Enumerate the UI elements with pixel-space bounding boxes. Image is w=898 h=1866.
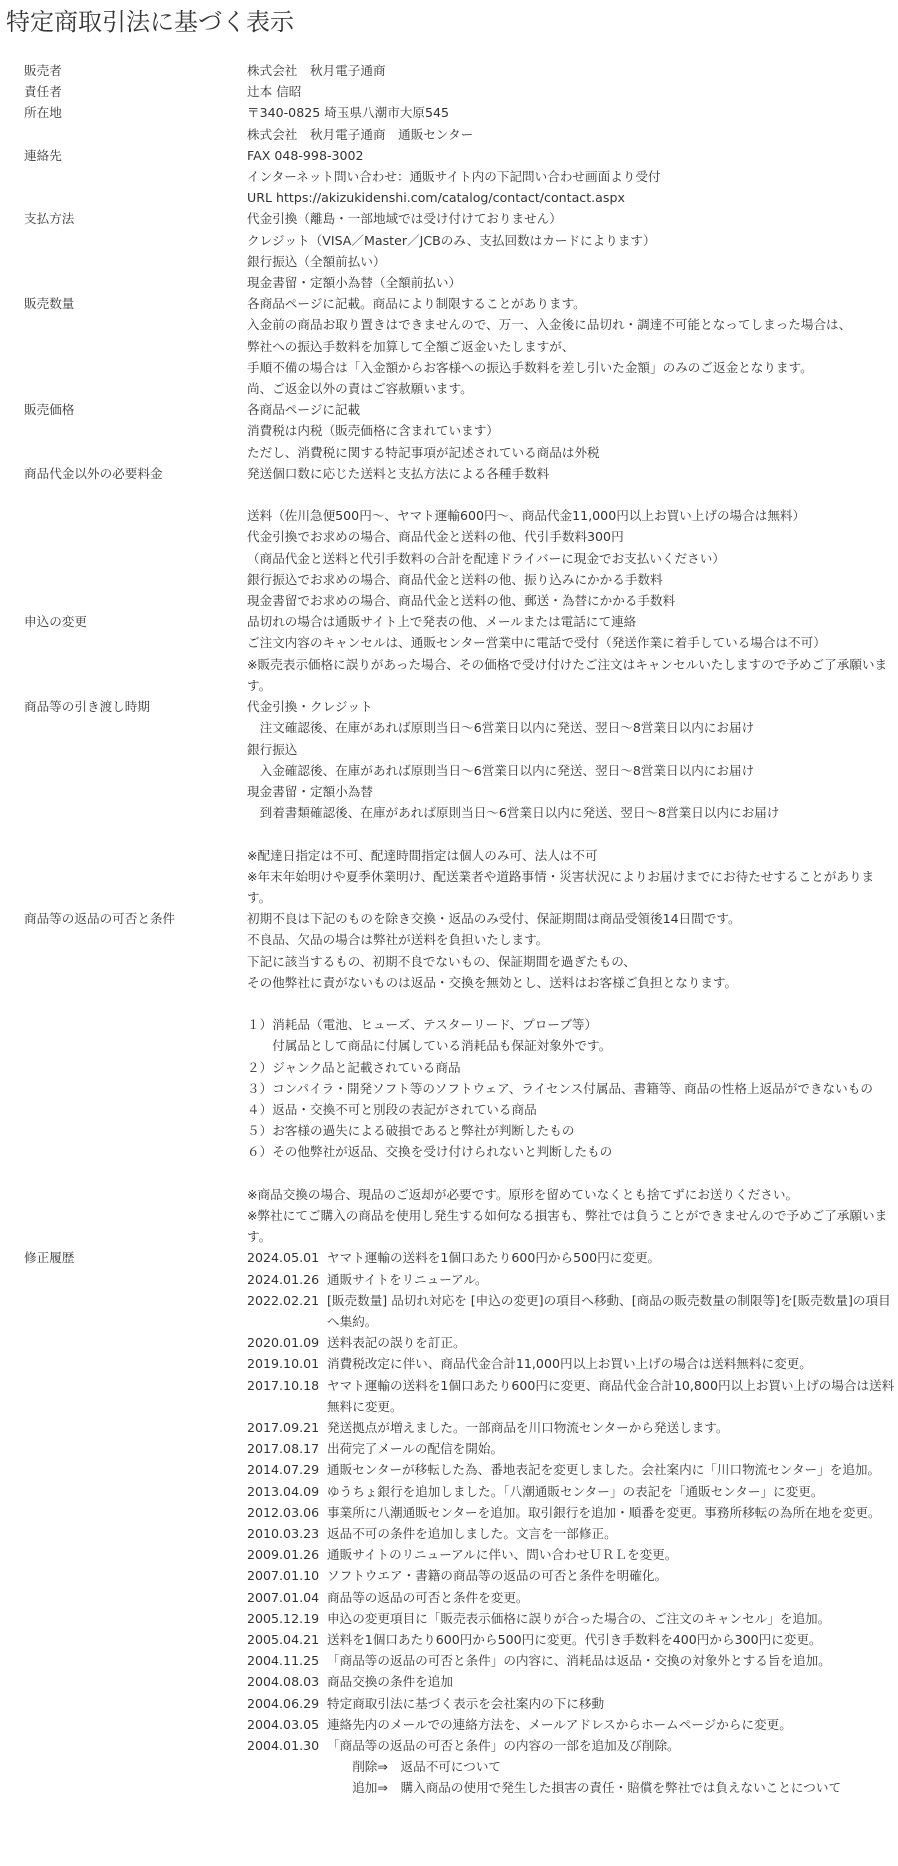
history-text: 連絡先内のメールでの連絡方法を、メールアドレスからホームページからに変更。 <box>327 1716 792 1732</box>
history-text: 通販センターが移転した為、番地表記を変更しました。会社案内に「川口物流センター」を追加。 <box>327 1462 881 1478</box>
history-text: 削除⇒ 返品不可について <box>327 1759 502 1775</box>
history-date: 2004.01.30 <box>247 1738 320 1754</box>
row-label: 申込の変更 <box>24 614 87 630</box>
history-date: 2017.09.21 <box>247 1420 320 1435</box>
row-content <box>247 696 898 908</box>
history-date: 2005.04.21 <box>247 1632 320 1648</box>
content-line: 到着書類確認後、在庫があれば原則当日～6営業日以内に発送、翌日～8営業日以内にお届け <box>247 805 780 821</box>
content-line: 株式会社 秋月電子通商 <box>247 63 386 78</box>
row-content <box>247 463 898 611</box>
row-label: 販売者 <box>24 63 62 78</box>
content-line: 不良品、欠品の場合は弊社が送料を負担いたします。 <box>247 932 549 948</box>
history-text: 「商品等の返品の可否と条件」の内容の一部を追加及び削除。 <box>327 1738 680 1754</box>
content-line: ※販売表示価格に誤りがあった場合、その価格で受け付けたご注文はキャンセルいたしますので予めご了承願います。 <box>247 656 888 693</box>
content-line: ※商品交換の場合、現品のご返却が必要です。原形を留めていなくとも捨てずにお送りください。 <box>247 1186 799 1202</box>
content-line: 現金書留・定額小為替（全額前払い） <box>247 275 462 291</box>
content-line: 送料（佐川急便500円～、ヤマト運輸600円～、商品代金11,000円以上お買い上げの場合は無料） <box>247 508 806 524</box>
content-line: 手順不備の場合は「入金額からお客様への振込手数料を差し引いた金額」のみのご返金となります。 <box>247 359 813 375</box>
row-label: 販売価格 <box>24 402 75 418</box>
content-line: 現金書留・定額小為替 <box>247 783 373 799</box>
content-line: 〒340-0825 埼玉県八潮市大原545 <box>247 105 450 121</box>
history-text: 事業所に八潮通販センターを追加。取引銀行を追加・順番を変更。事務所移転の為所在地を変更。 <box>327 1504 881 1520</box>
history-text: 商品等の返品の可否と条件を変更。 <box>327 1589 529 1605</box>
history-text: [販売数量] 品切れ対応を [申込の変更]の項目へ移動、[商品の販売数量の制限等]を[販売数量]の項目へ集約。 <box>327 1292 891 1329</box>
content-line: 銀行振込でお求めの場合、商品代金と送料の他、振り込みにかかる手数料 <box>247 571 663 587</box>
content-line: 株式会社 秋月電子通商 通販センター <box>247 126 474 142</box>
content-line: 辻本 信昭 <box>247 84 302 100</box>
history-text: ソフトウエア・書籍の商品等の返品の可否と条件を明確化。 <box>327 1568 668 1584</box>
legal-notice-table <box>0 60 898 1799</box>
history-date: 2012.03.06 <box>247 1504 320 1520</box>
content-line: 代金引換でお求めの場合、商品代金と送料の他、代引手数料300円 <box>247 529 624 545</box>
content-line: 注文確認後、在庫があれば原則当日～6営業日以内に発送、翌日～8営業日以内にお届け <box>247 720 755 736</box>
history-text: 送料を1個口あたり600円から500円に変更。代引き手数料を400円から300円に変更。 <box>327 1632 822 1648</box>
history-text: 送料表記の誤りを訂正。 <box>327 1335 466 1351</box>
row-label: 商品等の引き渡し時期 <box>24 699 150 715</box>
info-row <box>0 208 898 293</box>
row-label: 責任者 <box>24 84 62 100</box>
history-date: 2007.01.04 <box>247 1589 320 1605</box>
row-content <box>247 293 898 399</box>
info-row <box>0 399 898 463</box>
info-row <box>0 463 898 611</box>
info-row <box>0 908 898 1247</box>
history-date: 2013.04.09 <box>247 1483 320 1499</box>
content-line: 入金前の商品お取り置きはできませんので、万一、入金後に品切れ・調達不可能となってしまった場合は、 <box>247 317 852 333</box>
info-row <box>0 293 898 399</box>
history-text: 追加⇒ 購入商品の使用で発生した損害の責任・賠償を弊社では負えないことについて <box>327 1780 842 1796</box>
row-content <box>247 399 898 463</box>
history-date: 2019.10.01 <box>247 1356 320 1372</box>
history-text: 通販サイトのリニューアルに伴い、問い合わせＵＲＬを変更。 <box>327 1547 678 1563</box>
content-line: ※弊社にてご購入の商品を使用し発生する如何なる損害も、弊社では負うことができませんので予めご了承願います。 <box>247 1207 888 1245</box>
content-line: クレジット（VISA／Master／JCBのみ、支払回数はカードによります） <box>247 232 656 248</box>
history-text: ゆうちょ銀行を追加しました。「八潮通販センター」の表記を「通販センター」に変更。 <box>327 1483 824 1499</box>
info-row <box>0 696 898 908</box>
content-line: 銀行振込 <box>247 741 298 757</box>
content-line: 消費税は内税（販売価格に含まれています） <box>247 423 499 439</box>
row-label: 販売数量 <box>24 296 75 312</box>
content-line: 品切れの場合は通販サイト上で発表の他、メールまたは電話にて連絡 <box>247 614 637 630</box>
history-text: 商品交換の条件を追加 <box>327 1674 453 1690</box>
history-text: 返品不可の条件を追加しました。文言を一部修正。 <box>327 1526 617 1542</box>
history-text: 出荷完了メールの配信を開始。 <box>327 1441 504 1457</box>
content-line: 弊社への振込手数料を加算して全額ご返金いたしますが、 <box>247 338 575 354</box>
history-date: 2017.08.17 <box>247 1441 320 1457</box>
content-line: ただし、消費税に関する特記事項が記述されている商品は外税 <box>247 444 600 460</box>
content-line <box>247 1163 898 1184</box>
info-row <box>0 145 898 209</box>
content-line: ※配達日指定は不可、配達時間指定は個人のみ可、法人は不可 <box>247 847 598 863</box>
content-line: ５）お客様の過失による破損であると弊社が判断したもの <box>247 1123 575 1139</box>
info-row <box>0 102 898 144</box>
content-line: ※年末年始明けや夏季休業明け、配送業者や道路事情・災害状況によりお届けまでにお待たせすることがあります。 <box>247 868 875 905</box>
content-line: 代金引換（離島・一部地域では受け付けておりません） <box>247 211 562 227</box>
row-label: 支払方法 <box>24 211 75 227</box>
row-label: 所在地 <box>24 105 62 121</box>
row-content <box>247 611 898 696</box>
content-line: ６）その他弊社が返品、交換を受け付けられないと判断したもの <box>247 1144 613 1160</box>
row-content <box>247 145 898 209</box>
history-row <box>0 1247 898 1798</box>
history-text: ヤマト運輸の送料を1個口あたり600円に変更、商品代金合計10,800円以上お買い上げの場合は送料無料に変更。 <box>327 1377 895 1414</box>
history-date: 2024.05.01 <box>247 1250 320 1266</box>
row-label: 商品代金以外の必要料金 <box>24 465 163 481</box>
content-line: 初期不良は下記のものを除き交換・返品のみ受付、保証期間は商品受領後14日間です。 <box>247 911 741 927</box>
history-date <box>247 1756 327 1777</box>
history-text: 通販サイトをリニューアル。 <box>327 1271 488 1287</box>
content-line: 入金確認後、在庫があれば原則当日～6営業日以内に発送、翌日～8営業日以内にお届け <box>247 762 755 778</box>
content-line: 付属品として商品に付属している消耗品も保証対象外です。 <box>247 1038 612 1054</box>
row-content <box>247 60 898 81</box>
content-line: ご注文内容のキャンセルは、通販センター営業中に電話で受付（発送作業に着手している場合は不可） <box>247 635 826 651</box>
history-date: 2024.01.26 <box>247 1271 320 1287</box>
page-title: 特定商取引法に基づく表示 <box>6 8 294 36</box>
content-line: 銀行振込（全額前払い） <box>247 253 386 269</box>
content-line: 代金引換・クレジット <box>247 699 373 715</box>
content-line: その他弊社に責がないものは返品・交換を無効とし、送料はお客様ご負担となります。 <box>247 974 738 990</box>
row-label: 連絡先 <box>24 147 62 163</box>
history-date: 2004.03.05 <box>247 1716 320 1732</box>
content-line: 各商品ページに記載 <box>247 402 361 418</box>
row-label: 商品等の返品の可否と条件 <box>24 911 176 927</box>
history-date <box>247 1777 327 1798</box>
history-text: 消費税改定に伴い、商品代金合計11,000円以上お買い上げの場合は送料無料に変更。 <box>327 1356 812 1372</box>
content-line: 各商品ページに記載。商品により制限することがあります。 <box>247 296 586 312</box>
content-line: 尚、ご返金以外の責はご容赦願います。 <box>247 381 473 397</box>
history-date: 2017.10.18 <box>247 1377 320 1393</box>
content-line: 下記に該当するもの、初期不良でないもの、保証期間を過ぎたもの、 <box>247 953 636 969</box>
row-content <box>247 208 898 293</box>
content-line: ２）ジャンク品と記載されている商品 <box>247 1059 461 1075</box>
row-content <box>247 102 898 144</box>
content-line <box>247 484 898 505</box>
history-date: 2004.06.29 <box>247 1695 320 1711</box>
content-line: （商品代金と送料と代引手数料の合計を配達ドライバーに現金でお支払いください） <box>247 550 725 566</box>
info-row <box>0 60 898 81</box>
history-text: 申込の変更項目に「販売表示価格に誤りが合った場合の、ご注文のキャンセル」を追加。 <box>327 1610 831 1626</box>
row-content <box>247 81 898 102</box>
history-text: ヤマト運輸の送料を1個口あたり600円から500円に変更。 <box>327 1250 661 1266</box>
history-list <box>247 1247 898 1798</box>
history-text: 発送拠点が増えました。一部商品を川口物流センターから発送します。 <box>327 1420 729 1435</box>
history-date: 2004.08.03 <box>247 1674 320 1690</box>
history-text: 「商品等の返品の可否と条件」の内容に、消耗品は返品・交換の対象外とする旨を追加。 <box>327 1653 831 1669</box>
content-line: ３）コンパイラ・開発ソフト等のソフトウェア、ライセンス付属品、書籍等、商品の性格上返品ができないもの <box>247 1080 873 1096</box>
history-text: 特定商取引法に基づく表示を会社案内の下に移動 <box>327 1695 605 1711</box>
history-content <box>247 1247 898 1798</box>
content-line: 発送個口数に応じた送料と支払方法による各種手数料 <box>247 465 550 481</box>
info-row <box>0 611 898 696</box>
content-line: ４）返品・交換不可と別段の表記がされている商品 <box>247 1101 537 1117</box>
content-line: URL https://akizukidenshi.com/catalog/contact/contact.aspx <box>247 190 625 206</box>
content-line: FAX 048-998-3002 <box>247 147 364 163</box>
history-date: 2007.01.10 <box>247 1568 320 1584</box>
history-date: 2004.11.25 <box>247 1653 320 1669</box>
info-row <box>0 81 898 102</box>
content-line: インターネット問い合わせ：通販サイト内の下記問い合わせ画面より受付 <box>247 169 661 185</box>
history-date: 2014.07.29 <box>247 1462 320 1478</box>
history-date: 2022.02.21 <box>247 1292 320 1308</box>
history-date: 2005.12.19 <box>247 1610 320 1626</box>
content-line <box>247 823 898 844</box>
row-content <box>247 908 898 1247</box>
content-line: 現金書留でお求めの場合、商品代金と送料の他、郵送・為替にかかる手数料 <box>247 593 676 609</box>
history-label: 修正履歴 <box>24 1250 75 1266</box>
content-line: １）消耗品（電池、ヒューズ、テスターリード、プローブ等） <box>247 1017 598 1033</box>
history-date: 2009.01.26 <box>247 1547 320 1563</box>
history-date: 2010.03.23 <box>247 1526 320 1542</box>
history-date: 2020.01.09 <box>247 1335 320 1351</box>
content-line <box>247 993 898 1014</box>
